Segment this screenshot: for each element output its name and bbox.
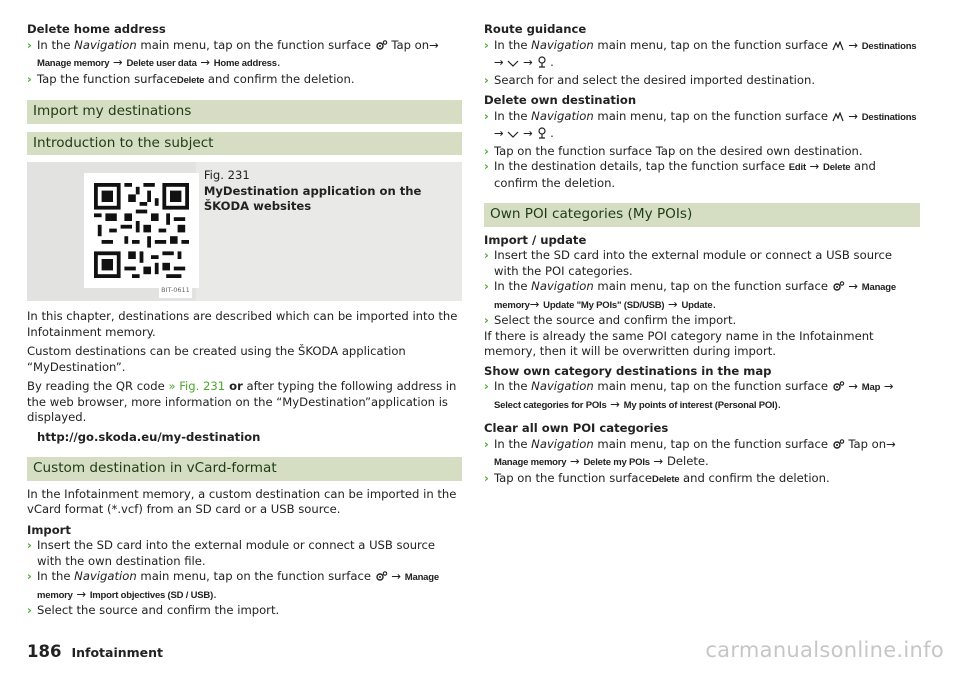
page-number: 186 xyxy=(27,642,62,661)
figure-label: BIT-0611 xyxy=(159,283,192,299)
chevron-right-icon: › xyxy=(484,470,489,485)
chevron-right-icon: › xyxy=(27,71,32,86)
import-heading: Import xyxy=(27,522,71,537)
step: › Tap the function surfaceDelete and confirm the deletion. xyxy=(27,71,355,86)
step: › Search for and select the desired imported destination. xyxy=(484,72,816,87)
step: › Select the source and confirm the import. xyxy=(484,313,737,327)
chevron-right-icon: › xyxy=(484,279,489,293)
step: › Insert the SD card into the external module or connect a USB source with the POI categories. xyxy=(484,248,893,278)
chapter-name: Infotainment xyxy=(71,645,163,660)
chevron-right-icon: › xyxy=(484,143,489,158)
gear-icon xyxy=(832,439,845,455)
figure-image xyxy=(27,162,196,301)
poi-icon xyxy=(537,56,547,73)
gear-icon xyxy=(832,381,845,397)
watermark: carmanualsonline.info xyxy=(705,638,944,662)
import-update-heading: Import / update xyxy=(484,232,587,247)
paragraph: By reading the QR code » Fig. 231 or after typing the following address in the web browser, more information on the “MyDestination”application is displayed. xyxy=(27,379,457,424)
clear-poi-heading: Clear all own POI categories xyxy=(484,421,669,435)
delete-own-destination-heading: Delete own destination xyxy=(484,93,637,107)
step: › In the destination details, tap the function surface Edit → Delete and confirm the deletion. xyxy=(484,159,876,190)
figure-number: Fig. 231 xyxy=(203,168,250,182)
nav-icon xyxy=(832,111,845,127)
qr-code xyxy=(84,173,199,288)
chevron-right-icon: › xyxy=(484,72,489,87)
chevron-right-icon: › xyxy=(27,538,32,552)
figure-link[interactable]: » Fig. 231 xyxy=(168,379,226,393)
chevron-right-icon: › xyxy=(484,379,489,393)
chevron-right-icon: › xyxy=(27,603,32,617)
page-footer xyxy=(27,644,163,662)
chevron-down-icon xyxy=(507,128,519,144)
section-heading-intro: Introduction to the subject xyxy=(27,132,462,156)
step: › In the Navigation main menu, tap on the function surface Tap on→ Manage memory → Delete user data → Home address. xyxy=(27,37,439,69)
paragraph: In this chapter, destinations are described which can be imported into the Infotainment memory. xyxy=(27,309,458,339)
chevron-down-icon xyxy=(507,57,519,73)
left-column xyxy=(27,22,462,619)
paragraph: Custom destinations can be created using the ŠKODA application “MyDestination”. xyxy=(27,344,406,374)
gear-icon xyxy=(375,40,388,56)
chevron-right-icon: › xyxy=(484,159,489,173)
paragraph: In the Infotainment memory, a custom destination can be imported in the vCard format (*.vcf) from an SD card or a USB source. xyxy=(27,486,457,516)
chevron-right-icon: › xyxy=(484,313,489,327)
section-heading-import: Import my destinations xyxy=(27,100,462,124)
chevron-right-icon: › xyxy=(484,436,489,451)
show-own-category-heading: Show own category destinations in the map xyxy=(484,363,772,378)
step: › In the Navigation main menu, tap on the function surface → Manage memory → Import objectives (SD / USB). xyxy=(27,569,439,601)
figure-caption xyxy=(196,162,462,301)
nav-icon xyxy=(832,40,845,56)
step: › In the Navigation main menu, tap on the function surface → Destinations → → . xyxy=(484,109,920,144)
url-text: http://go.skoda.eu/my-destination xyxy=(37,429,261,444)
figure-title: MyDestination application on the ŠKODA websites xyxy=(203,183,422,213)
section-heading-vcard: Custom destination in vCard-format xyxy=(27,457,462,481)
gear-icon xyxy=(832,281,845,297)
gear-icon xyxy=(375,571,388,587)
section-heading-poi: Own POI categories (My POIs) xyxy=(484,203,920,227)
step: › In the Navigation main menu, tap on the function surface → Destinations → → . xyxy=(484,38,920,73)
chevron-right-icon: › xyxy=(484,108,489,123)
right-column xyxy=(484,22,920,487)
paragraph: If there is already the same POI category name in the Infotainment memory, then it will be overwritten during import. xyxy=(484,328,874,358)
step: › In the Navigation main menu, tap on the function surface → Manage memory→ Update "My POIs" (SD/USB) → Update. xyxy=(484,279,896,311)
step: › Tap on the function surfaceDelete and confirm the deletion. xyxy=(484,470,830,485)
chevron-right-icon: › xyxy=(484,37,489,52)
chevron-right-icon: › xyxy=(27,569,32,583)
step: › In the Navigation main menu, tap on the function surface Tap on→ Manage memory → Delete my POIs → Delete. xyxy=(484,436,896,468)
route-guidance-heading: Route guidance xyxy=(484,22,587,36)
delete-home-heading: Delete home address xyxy=(27,22,166,36)
step: › In the Navigation main menu, tap on the function surface → Map → Select categories for POIs → My points of interest (Personal POI). xyxy=(484,379,894,411)
step: › Tap on the function surface Tap on the desired own destination. xyxy=(484,143,863,158)
poi-icon xyxy=(537,127,547,144)
step: › Select the source and confirm the import. xyxy=(27,603,280,617)
step: › Insert the SD card into the external module or connect a USB source with the own destination file. xyxy=(27,538,436,568)
chevron-right-icon: › xyxy=(27,37,32,52)
chevron-right-icon: › xyxy=(484,248,489,262)
figure-231 xyxy=(27,162,462,301)
